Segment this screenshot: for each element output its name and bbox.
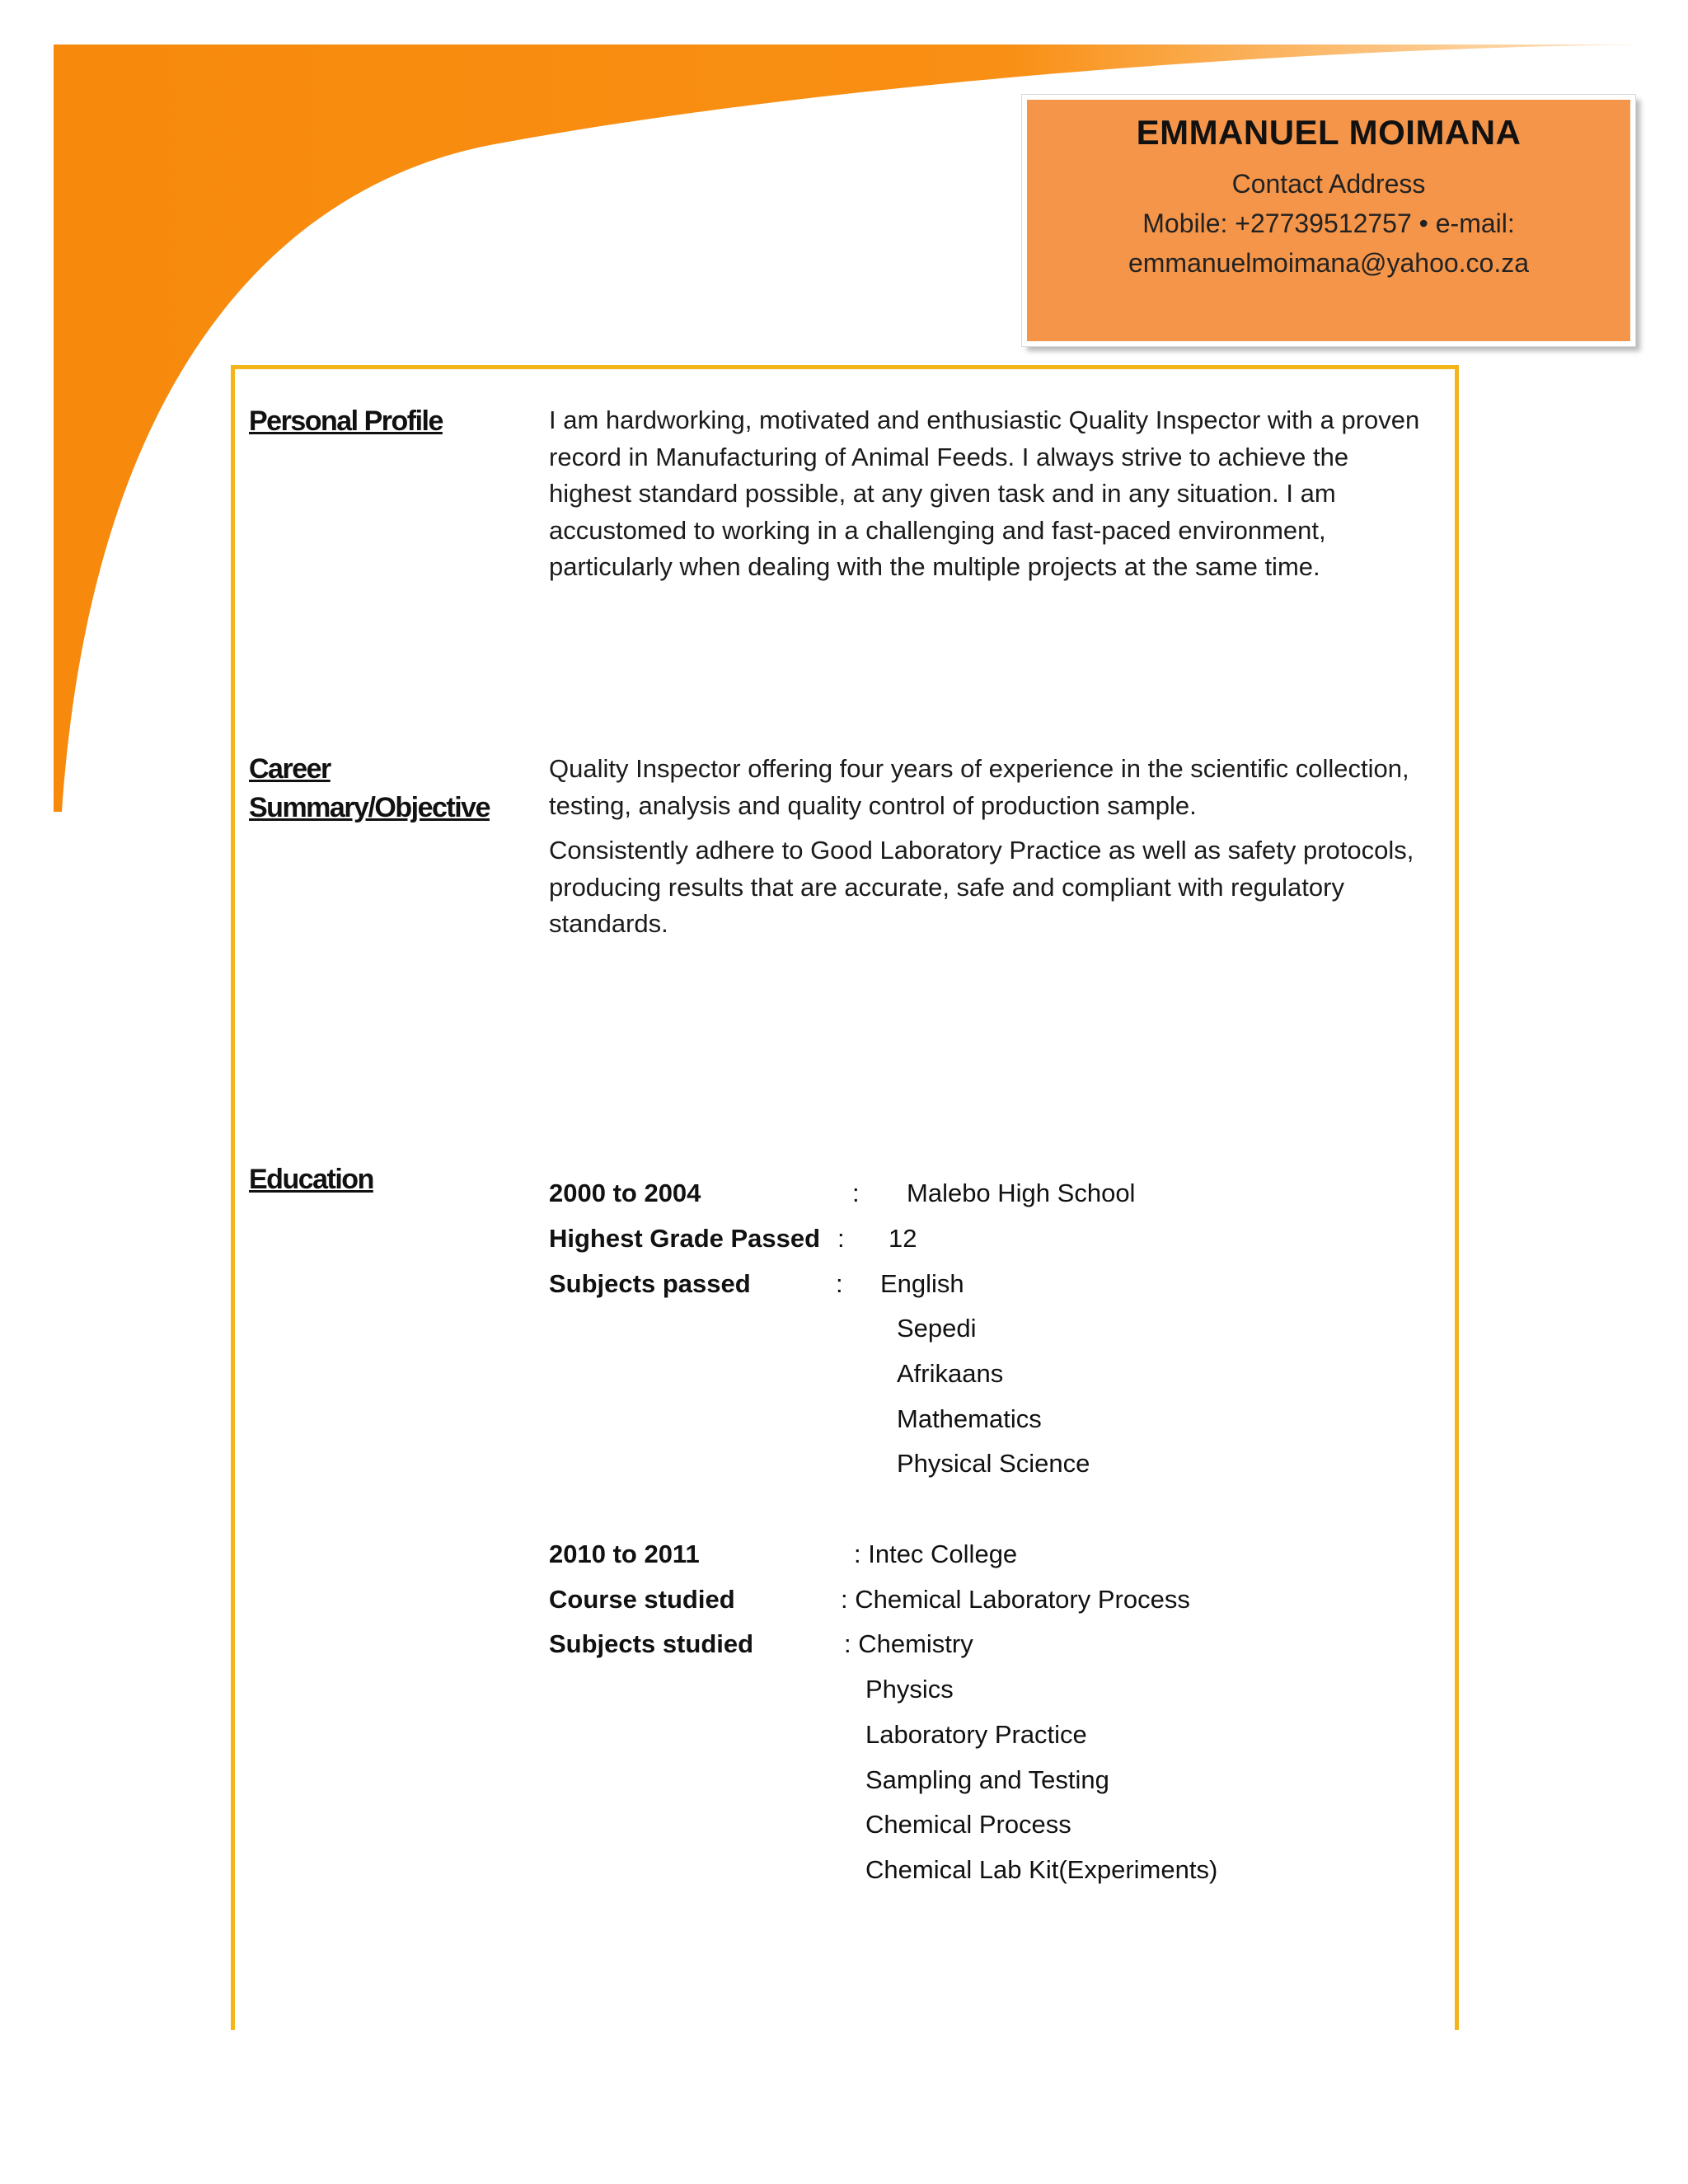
subjects-studied-label: Subjects studied bbox=[549, 1629, 754, 1658]
colon: : bbox=[852, 1179, 860, 1207]
college-name: : Intec College bbox=[854, 1540, 1018, 1568]
course-value: : Chemical Laboratory Process bbox=[841, 1585, 1190, 1614]
education-heading: Education bbox=[249, 1164, 373, 1195]
subject-studied-item: Chemical Process bbox=[865, 1810, 1071, 1839]
colon: : bbox=[836, 1269, 843, 1298]
subject-passed-item: Mathematics bbox=[897, 1404, 1042, 1433]
subject-passed-item: English bbox=[880, 1269, 964, 1298]
email-address: emmanuelmoimana@yahoo.co.za bbox=[1128, 248, 1530, 278]
subjects-passed-label: Subjects passed bbox=[549, 1269, 751, 1298]
personal-profile-heading: Personal Profile bbox=[249, 405, 443, 437]
college-period: 2010 to 2011 bbox=[549, 1540, 700, 1568]
course-label: Course studied bbox=[549, 1585, 735, 1614]
content-frame bbox=[231, 365, 1459, 2030]
subject-studied-item: : Chemistry bbox=[844, 1629, 973, 1658]
subject-studied-item: Sampling and Testing bbox=[865, 1765, 1109, 1794]
candidate-name: EMMANUEL MOIMANA bbox=[1136, 113, 1522, 152]
subject-passed-item: Afrikaans bbox=[897, 1359, 1004, 1388]
career-heading-line1: Career bbox=[249, 753, 331, 785]
career-summary-text bbox=[549, 751, 1423, 943]
contact-header-box bbox=[1022, 95, 1635, 346]
personal-profile-paragraph: I am hardworking, motivated and enthusiastic Quality Inspector with a proven record in Manufacturing of Animal Feeds. I always strive to achieve the highest standard possible, at any given task and in any situation. I am accustomed to working in a challenging and fast-paced environment, particularly when dealing with the multiple projects at the same time. bbox=[549, 405, 1420, 581]
grade-value: 12 bbox=[889, 1224, 917, 1253]
subject-passed-item: Physical Science bbox=[897, 1449, 1090, 1478]
colon: : bbox=[837, 1224, 845, 1253]
personal-profile-text bbox=[549, 402, 1423, 586]
contact-address-label: Contact Address bbox=[1231, 169, 1426, 199]
career-paragraph-1: Quality Inspector offering four years of experience in the scientific collection, testing, analysis and quality control of production sample. bbox=[549, 754, 1409, 820]
career-heading-line2: Summary/Objective bbox=[249, 792, 490, 823]
subject-studied-item: Chemical Lab Kit(Experiments) bbox=[865, 1855, 1218, 1884]
subject-passed-item: Sepedi bbox=[897, 1314, 977, 1343]
subject-studied-item: Laboratory Practice bbox=[865, 1720, 1087, 1749]
subject-studied-item: Physics bbox=[865, 1675, 954, 1704]
mobile-line: Mobile: +27739512757 • e-mail: bbox=[1142, 209, 1515, 238]
career-paragraph-2: Consistently adhere to Good Laboratory Practice as well as safety protocols, producing results that are accurate, safe and compliant with regulatory standards. bbox=[549, 836, 1414, 938]
school-period: 2000 to 2004 bbox=[549, 1179, 701, 1207]
grade-label: Highest Grade Passed bbox=[549, 1224, 821, 1253]
school-name: Malebo High School bbox=[907, 1179, 1136, 1207]
career-summary-heading bbox=[249, 750, 490, 827]
